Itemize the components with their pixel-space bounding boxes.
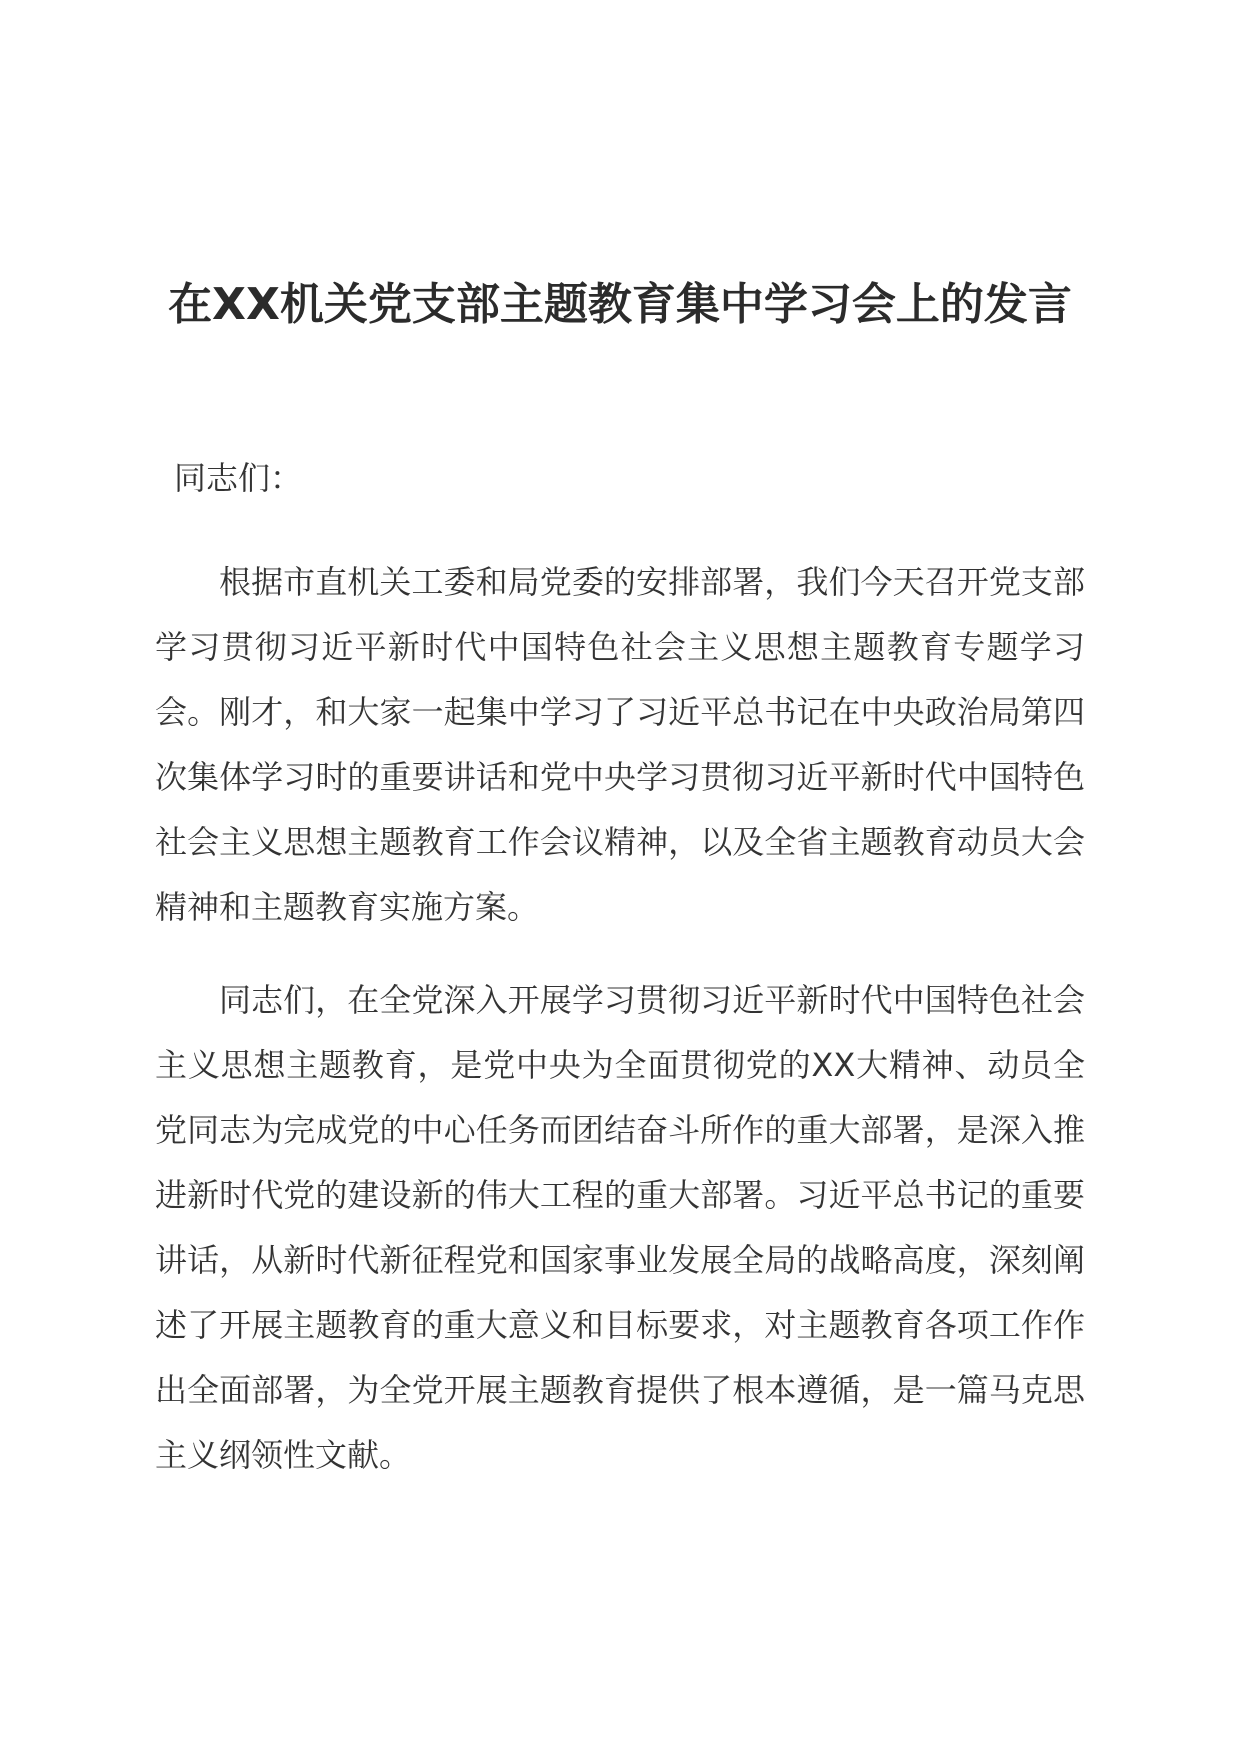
paragraph-2: 同志们，在全党深入开展学习贯彻习近平新时代中国特色社会主义思想主题教育，是党中央为全面贯彻党的XX大精神、动员全党同志为完成党的中心任务而团结奋斗所作的重大部署，是深入推进新时代党的建设新的伟大工程的重大部署。习近平总书记的重要讲话，从新时代新征程党和国家事业发展全局的战略高度，深刻阐述了开展主题教育的重大意义和目标要求，对主题教育各项工作作出全面部署，为全党开展主题教育提供了根本遵循，是一篇马克思主义纲领性文献。 (155, 981, 1085, 1474)
document-title: 在XX机关党支部主题教育集中学习会上的发言 (168, 279, 1072, 330)
paragraph-1: 根据市直机关工委和局党委的安排部署，我们今天召开党支部学习贯彻习近平新时代中国特色社会主义思想主题教育专题学习会。刚才，和大家一起集中学习了习近平总书记在中央政治局第四次集体学习时的重要讲话和党中央学习贯彻习近平新时代中国特色社会主义思想主题教育工作会议精神，以及全省主题教育动员大会精神和主题教育实施方案。 (155, 563, 1085, 926)
salutation: 同志们： (174, 459, 303, 497)
